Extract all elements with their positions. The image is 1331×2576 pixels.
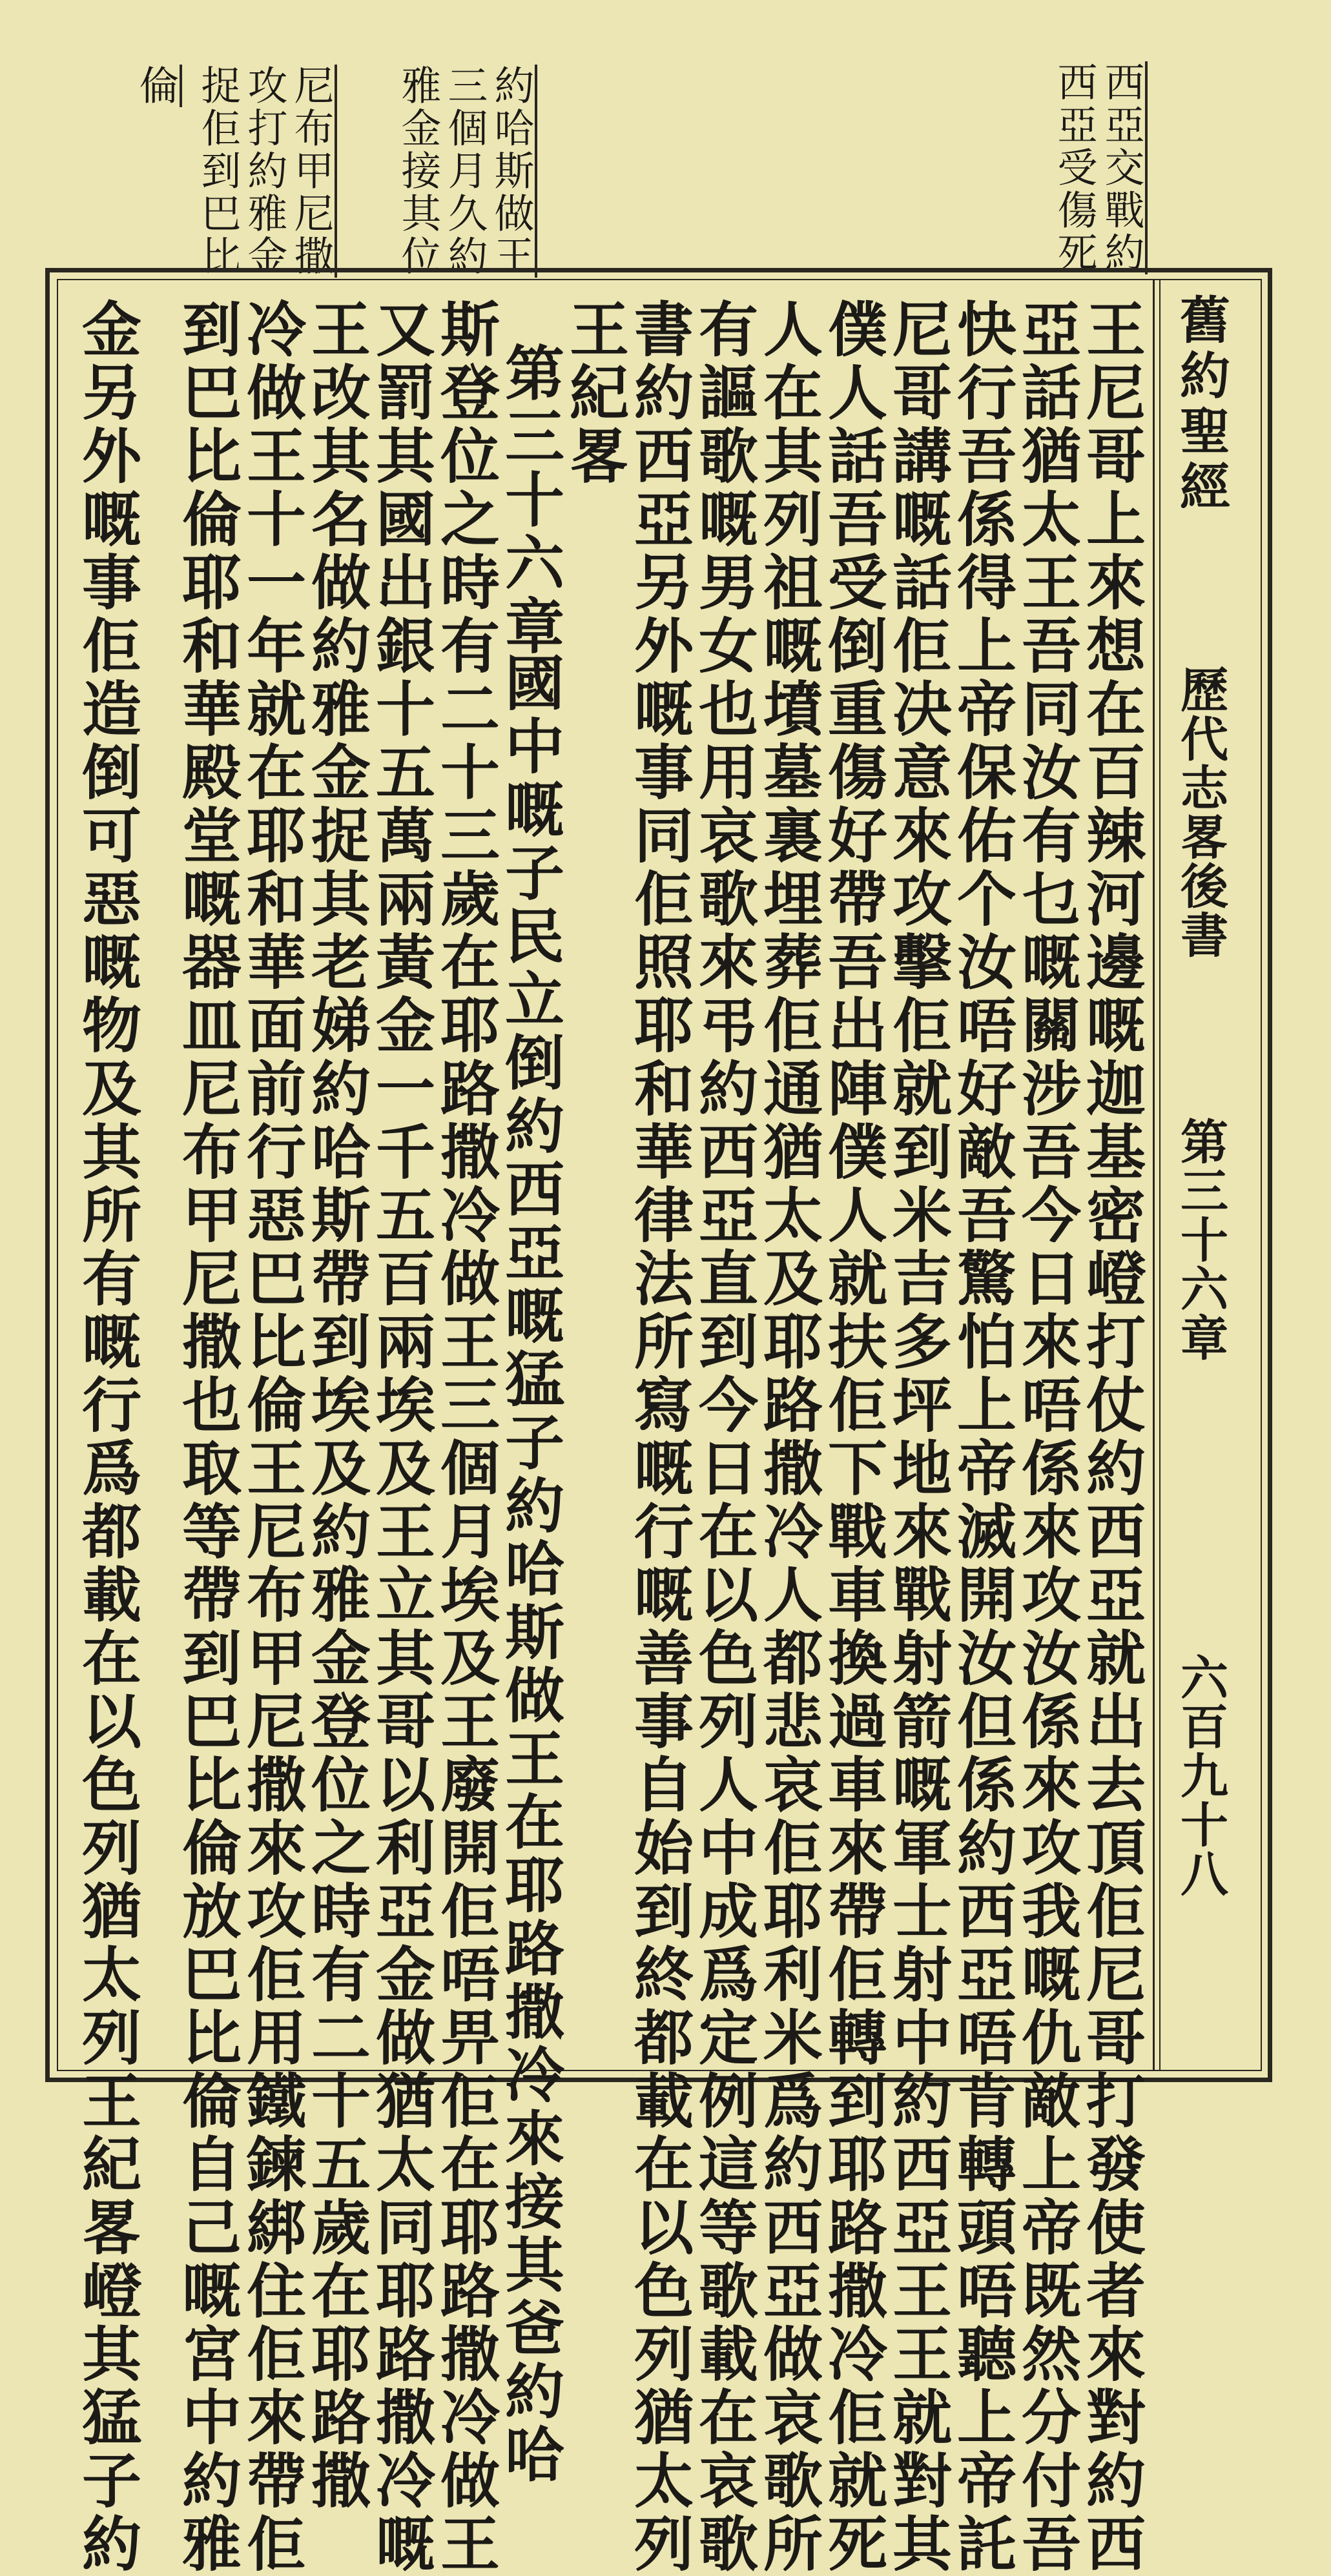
header-divider xyxy=(1153,279,1155,2071)
body-column: 亞話猶太王吾同汝有乜嘅關涉吾今日來唔係來攻汝係來攻我嘅仇敵上帝既然分付吾 xyxy=(1012,298,1082,2576)
margin-note: 西亞交戰約 xyxy=(1101,61,1148,274)
body-column: 王紀畧 xyxy=(560,298,630,488)
book-title: 舊約聖經 xyxy=(1171,294,1230,516)
body-column: 僕人話吾受倒重傷好帶吾出陣僕人就扶佢下戰車換過車來帶佢轉到耶路撒冷佢就死 xyxy=(818,298,888,2576)
page-number: 六百九十八 xyxy=(1173,1653,1228,1898)
margin-note: 西亞受傷死 xyxy=(1051,61,1098,274)
body-column: 王改其名做約雅金捉其老娣約哈斯帶到埃及約雅金登位之時有二十五歲在耶路撒 xyxy=(302,298,371,2513)
margin-note: 尼布甲尼撒 xyxy=(291,65,337,278)
chapter-label: 第三十六章 xyxy=(1173,1117,1228,1362)
margin-note: 捉佢到巴比 xyxy=(194,65,242,278)
body-column: 人在其列祖嘅墳墓裏埋葬佢通猶太及耶路撒冷人都悲哀佢耶利米爲約西亞做哀歌所 xyxy=(754,298,823,2576)
body-column: 到巴比倫耶和華殿堂嘅器皿尼布甲尼撒也取等帶到巴比倫放巴比倫自己嘅宮中約雅 xyxy=(172,298,242,2576)
chapter-heading: 第三十六章 xyxy=(495,342,565,659)
section-title: 歷代志畧後書 xyxy=(1173,665,1228,959)
margin-note: 攻打約雅金 xyxy=(241,65,288,278)
body-column: 書約西亞另外嘅事同佢照耶和華律法所寫嘅行嘅善事自始到終都載在以色列猶太列 xyxy=(624,298,694,2576)
margin-note: 倫 xyxy=(136,65,182,107)
header-divider-2 xyxy=(1159,279,1161,2071)
body-column: 有謳歌嘅男女也用哀歌來弔約西亞直到今日在以色列人中成爲定例這等歌載在哀歌 xyxy=(689,298,759,2576)
body-column: 冷做王十一年就在耶和華面前行惡巴比倫王尼布甲尼撒來攻佢用鐵鍊綁住佢來帶佢 xyxy=(237,298,307,2576)
body-column: 國中嘅子民立倒約西亞嘅猛子約哈斯做王在耶路撒冷來接其爸約哈 xyxy=(495,652,565,2487)
body-column: 斯登位之時有二十三歲在耶路撒冷做王三個月埃及王廢開佢唔畀佢在耶路撒冷做王 xyxy=(431,298,500,2576)
body-column: 金另外嘅事佢造倒可惡嘅物及其所有嘅行爲都載在以色列猶太列王紀畧嶝其猛子約 xyxy=(72,298,142,2576)
body-column: 又罰其國出銀十五萬兩黃金一千五百兩埃及王立其哥以利亞金做猶太同耶路撒冷嘅 xyxy=(366,298,436,2576)
body-column: 快行吾係得上帝保佑个汝唔好敵吾驚怕上帝滅開汝但係約西亞唔肯轉頭唔聽上帝託 xyxy=(947,298,1017,2576)
margin-note: 三個月久約 xyxy=(441,65,488,278)
margin-note: 約哈斯做王 xyxy=(491,65,537,278)
body-column: 尼哥講嘅話佢决意來攻擊佢就到米吉多坪地來戰射箭嘅軍士射中約西亞王王就對其 xyxy=(883,298,953,2576)
margin-note: 雅金接其位 xyxy=(395,65,442,278)
body-column: 王尼哥上來想在百辣河邊嘅迦基密嶝打仗約西亞就出去頂佢尼哥打發使者來對約西 xyxy=(1077,298,1146,2576)
